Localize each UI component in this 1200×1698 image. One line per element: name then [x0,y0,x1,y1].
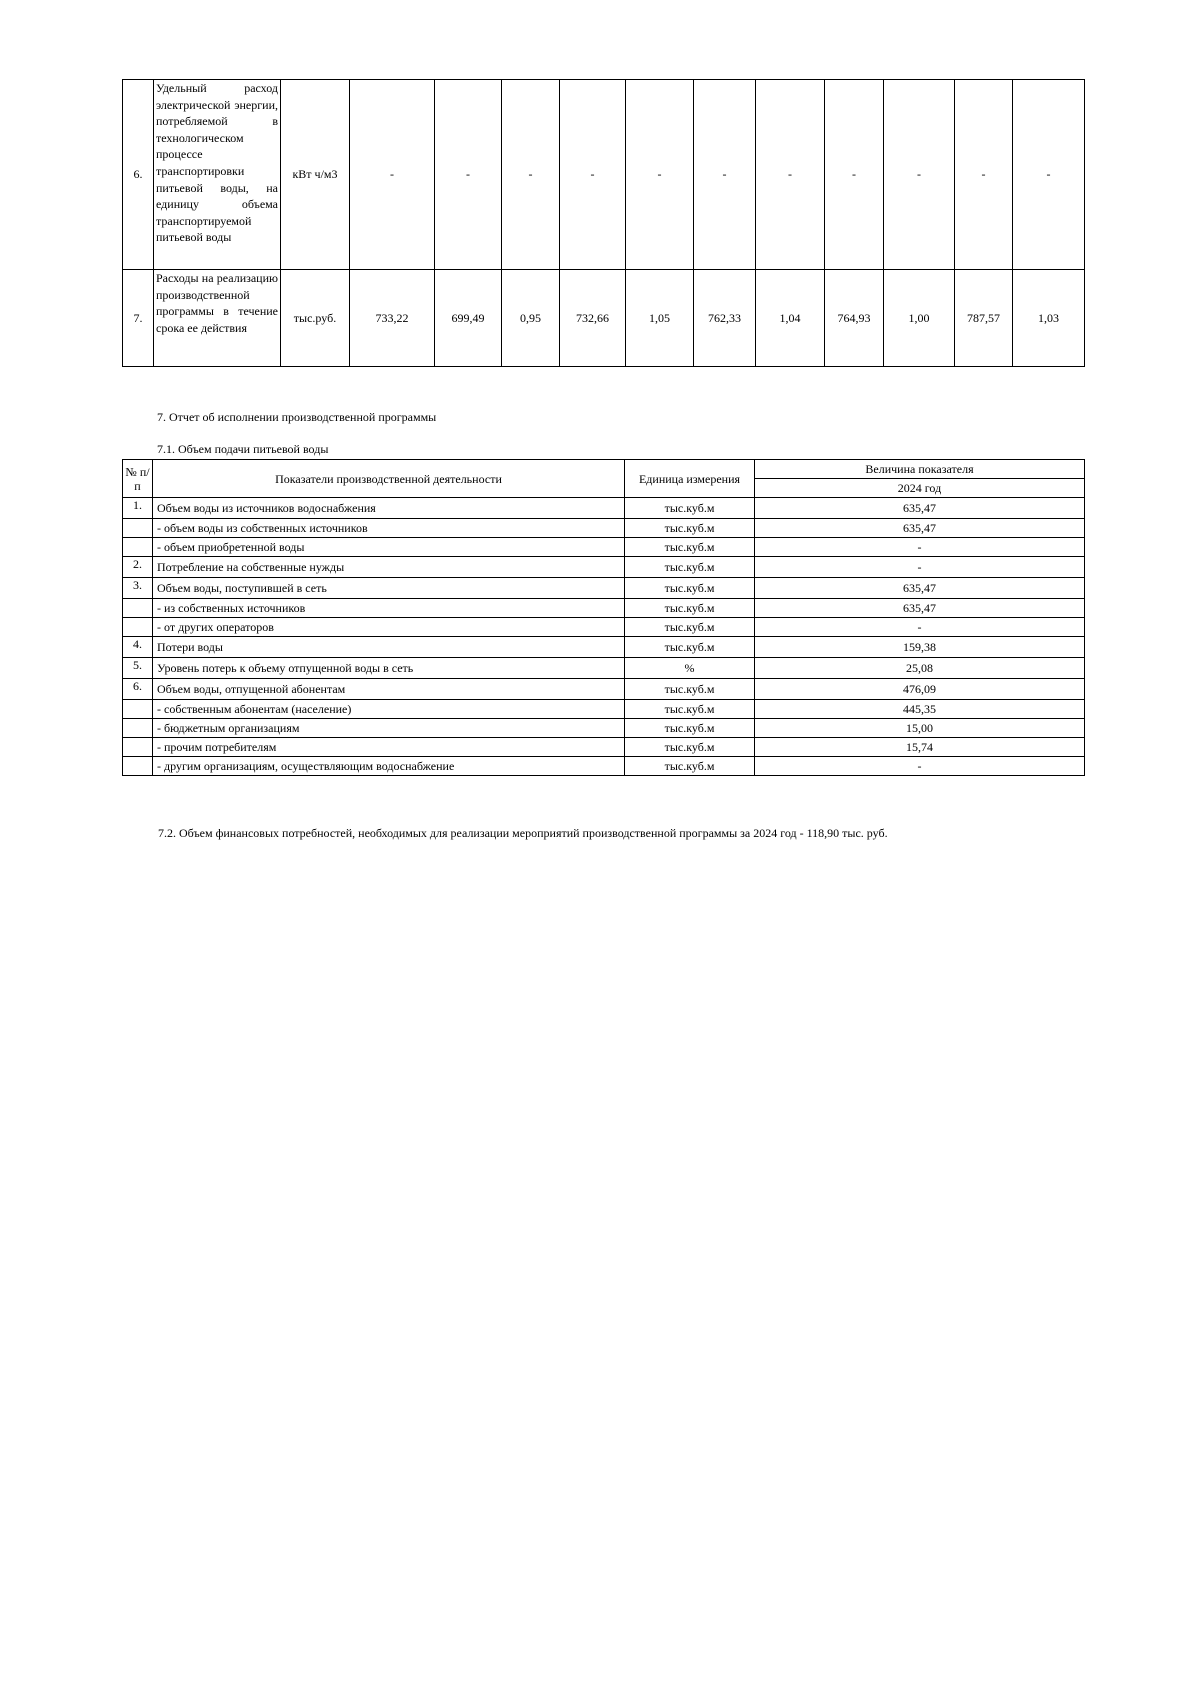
row-value: 762,33 [694,270,756,367]
row-value: 15,74 [755,738,1085,757]
production-program-table-continued [122,79,1085,367]
row-value: 635,47 [755,578,1085,599]
table2-row [123,757,1085,776]
table2-row [123,557,1085,578]
table2-row [123,738,1085,757]
section-7-title: 7. Отчет об исполнении производственной программы [157,410,437,424]
row-value: 159,38 [755,637,1085,658]
row-indicator: Уровень потерь к объему отпущенной воды в сеть [153,658,625,679]
table2-row [123,618,1085,637]
row-value: - [955,80,1013,270]
row-number: 6. [123,80,154,270]
row-indicator: - объем воды из собственных источников [153,519,625,538]
row-value: 1,03 [1013,270,1085,367]
row-unit: тыс.куб.м [625,738,755,757]
row-value: - [755,557,1085,578]
table2-row [123,538,1085,557]
table2-row [123,700,1085,719]
header-unit: Единица измерения [625,460,755,498]
row-indicator: - от других операторов [153,618,625,637]
row-number [123,538,153,557]
row-number [123,599,153,618]
row-value: 699,49 [435,270,502,367]
row-unit: тыс.куб.м [625,538,755,557]
row-number: 4. [123,637,153,658]
row-value: - [626,80,694,270]
row-value: 476,09 [755,679,1085,700]
row-value: 0,95 [502,270,560,367]
table2-body [123,498,1085,776]
row-value: 25,08 [755,658,1085,679]
row-value: - [1013,80,1085,270]
table2-row [123,599,1085,618]
row-value: 732,66 [560,270,626,367]
row-indicator: Объем воды, отпущенной абонентам [153,679,625,700]
section-7-2-text: 7.2. Объем финансовых потребностей, необходимых для реализации мероприятий производственной программы за 2024 год - 118,90 тыс. руб. [158,826,888,840]
table2-row [123,679,1085,700]
row-number [123,719,153,738]
row-unit: % [625,658,755,679]
water-supply-volume-table [122,459,1085,776]
table2-row [123,519,1085,538]
row-number [123,757,153,776]
row-number: 2. [123,557,153,578]
row-value: 635,47 [755,498,1085,519]
row-value: - [825,80,884,270]
row-number: 1. [123,498,153,519]
row-value: 1,00 [884,270,955,367]
row-value: 15,00 [755,719,1085,738]
table2-row [123,719,1085,738]
header-value-group: Величина показателя [755,460,1085,479]
row-unit: тыс.руб. [281,270,350,367]
table2-row [123,658,1085,679]
row-number [123,519,153,538]
row-number [123,738,153,757]
row-unit: кВт ч/м3 [281,80,350,270]
row-number: 7. [123,270,154,367]
row-indicator: Потери воды [153,637,625,658]
row-indicator: - из собственных источников [153,599,625,618]
row-number: 6. [123,679,153,700]
row-value: 1,04 [756,270,825,367]
row-indicator: Объем воды, поступившей в сеть [153,578,625,599]
row-unit: тыс.куб.м [625,618,755,637]
row-indicator: Потребление на собственные нужды [153,557,625,578]
row-value: 1,05 [626,270,694,367]
row-unit: тыс.куб.м [625,599,755,618]
row-unit: тыс.куб.м [625,498,755,519]
row-number: 5. [123,658,153,679]
row-value: - [755,618,1085,637]
row-indicator: - объем приобретенной воды [153,538,625,557]
table1-row [123,80,1085,270]
row-number: 3. [123,578,153,599]
row-value: - [755,538,1085,557]
table2-header-row-1 [123,460,1085,479]
row-value: 764,93 [825,270,884,367]
row-value: 635,47 [755,519,1085,538]
row-indicator-name: Удельный расход электрической энергии, потребляемой в технологическом процессе транспортировки питьевой воды, на единицу объема транспортируемой питьевой воды [154,80,281,270]
header-num: № п/п [123,460,153,498]
row-indicator: - прочим потребителям [153,738,625,757]
row-number [123,618,153,637]
row-indicator: - другим организациям, осуществляющим водоснабжение [153,757,625,776]
table1-body [123,80,1085,367]
row-unit: тыс.куб.м [625,637,755,658]
table2-row [123,498,1085,519]
row-value: - [350,80,435,270]
row-indicator: - собственным абонентам (население) [153,700,625,719]
row-value: - [756,80,825,270]
row-value: - [884,80,955,270]
table2-row [123,578,1085,599]
row-value: - [502,80,560,270]
table1-row [123,270,1085,367]
row-unit: тыс.куб.м [625,519,755,538]
table2-row [123,637,1085,658]
row-unit: тыс.куб.м [625,757,755,776]
row-value: - [694,80,756,270]
row-value: - [435,80,502,270]
header-year: 2024 год [755,479,1085,498]
row-unit: тыс.куб.м [625,719,755,738]
row-unit: тыс.куб.м [625,578,755,599]
row-value: 445,35 [755,700,1085,719]
row-value: - [560,80,626,270]
row-number [123,700,153,719]
row-value: 787,57 [955,270,1013,367]
row-indicator: Объем воды из источников водоснабжения [153,498,625,519]
section-7-1-title: 7.1. Объем подачи питьевой воды [157,442,329,456]
row-value: 733,22 [350,270,435,367]
row-unit: тыс.куб.м [625,557,755,578]
header-indicator: Показатели производственной деятельности [153,460,625,498]
row-indicator: - бюджетным организациям [153,719,625,738]
row-value: 635,47 [755,599,1085,618]
row-unit: тыс.куб.м [625,700,755,719]
row-value: - [755,757,1085,776]
row-unit: тыс.куб.м [625,679,755,700]
row-indicator-name: Расходы на реализацию производственной программы в течение срока ее действия [154,270,281,367]
